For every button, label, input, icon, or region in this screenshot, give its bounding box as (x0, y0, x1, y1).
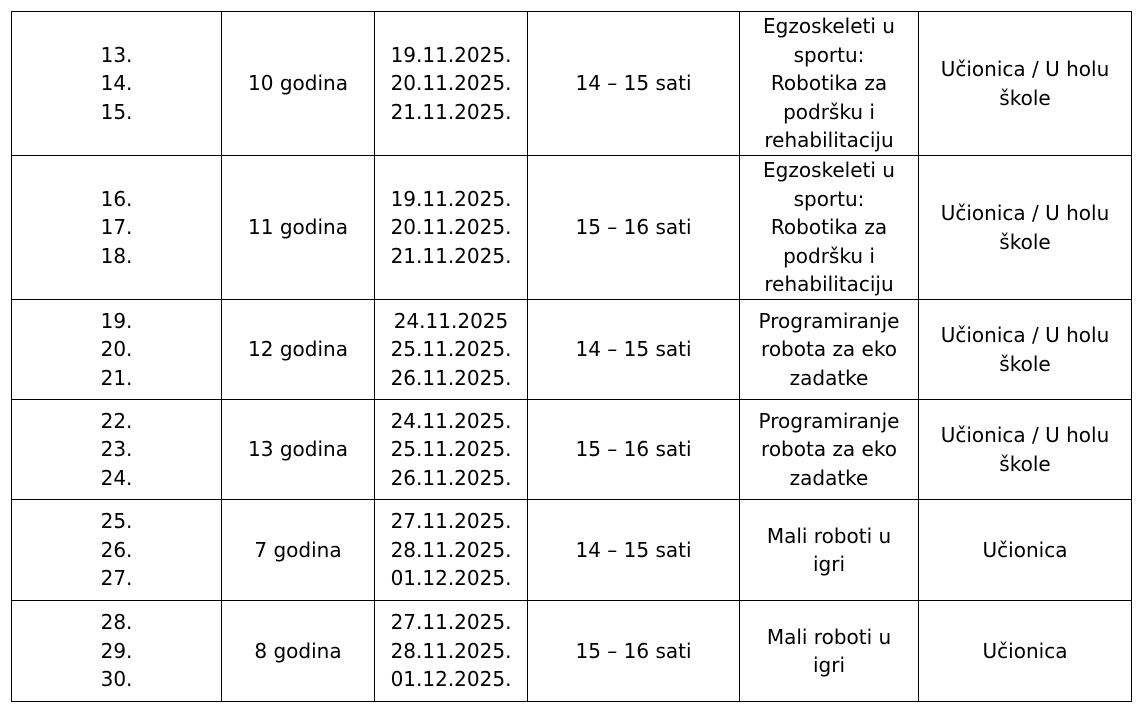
dates-cell (375, 12, 528, 156)
dates-line: 20.11.2025. (390, 71, 512, 96)
location-line: škole (999, 451, 1051, 476)
session-number-line: 19. (100, 308, 133, 333)
dates-line: 19.11.2025. (390, 42, 512, 67)
session-number-line: 14. (100, 71, 133, 96)
dates-line: 25.11.2025. (390, 437, 512, 462)
location-line: Učionica (982, 537, 1068, 562)
topic-line: zadatke (789, 365, 869, 390)
topic-line: Programiranje (758, 408, 900, 433)
session-number-line: 30. (100, 667, 133, 692)
session-number-line: 25. (100, 509, 133, 534)
table-row (12, 601, 1132, 702)
time-cell: 14 – 15 sati (528, 12, 740, 156)
age-group-cell: 8 godina (222, 601, 375, 702)
session-number-line: 27. (100, 566, 133, 591)
location-cell (919, 156, 1132, 300)
age-group-cell: 7 godina (222, 500, 375, 601)
topic-cell (740, 12, 919, 156)
topic-line: igri (812, 653, 846, 677)
location-cell (919, 601, 1132, 702)
table-row (12, 12, 1132, 156)
session-number-line: 29. (100, 638, 133, 663)
table-row (12, 156, 1132, 300)
topic-cell (740, 300, 919, 400)
table-row (12, 400, 1132, 500)
topic-line: Egzoskeleti u (763, 14, 895, 39)
location-cell (919, 300, 1132, 400)
dates-line: 24.11.2025. (390, 408, 512, 433)
session-number-line: 20. (100, 337, 133, 362)
location-line: Učionica (982, 638, 1068, 663)
dates-line: 25.11.2025. (390, 337, 512, 362)
dates-cell (375, 156, 528, 300)
topic-line: igri (812, 552, 846, 576)
age-group-cell: 13 godina (222, 400, 375, 500)
session-number-cell (12, 400, 222, 500)
session-number-line: 23. (100, 437, 133, 462)
topic-cell (740, 500, 919, 601)
location-line: Učionica / U holu (940, 57, 1110, 81)
dates-cell (375, 601, 528, 702)
session-number-cell (12, 500, 222, 601)
topic-line: podršku i (783, 99, 875, 124)
dates-line: 24.11.2025 (393, 308, 509, 333)
time-cell: 15 – 16 sati (528, 601, 740, 702)
topic-line: Robotika za (770, 71, 888, 96)
topic-line: sportu: (793, 186, 865, 211)
session-number-cell (12, 12, 222, 156)
schedule-table (11, 11, 1132, 702)
location-cell (919, 500, 1132, 601)
topic-cell (740, 400, 919, 500)
session-number-line: 26. (100, 537, 133, 562)
session-number-line: 28. (100, 610, 133, 635)
dates-line: 28.11.2025. (390, 537, 512, 562)
location-line: škole (999, 85, 1051, 110)
location-line: Učionica / U holu (940, 323, 1110, 347)
topic-cell (740, 156, 919, 300)
session-number-line: 21. (100, 365, 133, 390)
dates-line: 21.11.2025. (390, 99, 512, 124)
dates-line: 01.12.2025. (390, 667, 512, 692)
topic-line: zadatke (789, 465, 869, 490)
dates-line: 26.11.2025. (390, 465, 512, 490)
table-row (12, 500, 1132, 601)
age-group-cell: 10 godina (222, 12, 375, 156)
dates-cell (375, 300, 528, 400)
location-line: škole (999, 351, 1051, 376)
session-number-line: 18. (100, 243, 133, 268)
dates-line: 27.11.2025. (390, 610, 512, 635)
age-group-cell: 12 godina (222, 300, 375, 400)
location-cell (919, 12, 1132, 156)
dates-line: 28.11.2025. (390, 638, 512, 663)
session-number-line: 15. (100, 99, 133, 124)
topic-line: robota za eko (761, 337, 897, 362)
topic-line: sportu: (793, 42, 865, 67)
dates-line: 26.11.2025. (390, 365, 512, 390)
session-number-line: 16. (100, 186, 133, 211)
topic-line: rehabilitaciju (764, 128, 894, 153)
age-group-cell: 11 godina (222, 156, 375, 300)
table-row (12, 300, 1132, 400)
topic-line: podršku i (783, 243, 875, 268)
dates-line: 01.12.2025. (390, 566, 512, 591)
session-number-line: 17. (100, 215, 133, 240)
session-number-line: 22. (100, 408, 133, 433)
time-cell: 14 – 15 sati (528, 500, 740, 601)
dates-cell (375, 400, 528, 500)
session-number-line: 13. (100, 42, 133, 67)
topic-line: robota za eko (761, 437, 897, 462)
time-cell: 15 – 16 sati (528, 400, 740, 500)
session-number-cell (12, 300, 222, 400)
location-cell (919, 400, 1132, 500)
session-number-cell (12, 156, 222, 300)
topic-line: Mali roboti u (766, 523, 892, 548)
session-number-cell (12, 601, 222, 702)
dates-line: 21.11.2025. (390, 243, 512, 268)
topic-line: Egzoskeleti u (763, 158, 895, 183)
time-cell: 15 – 16 sati (528, 156, 740, 300)
topic-line: Mali roboti u (766, 624, 892, 649)
dates-line: 27.11.2025. (390, 509, 512, 534)
topic-line: rehabilitaciju (764, 272, 894, 297)
topic-line: Programiranje (758, 308, 900, 333)
dates-line: 19.11.2025. (390, 186, 512, 211)
session-number-line: 24. (100, 465, 133, 490)
schedule-table-body (12, 12, 1132, 702)
topic-line: Robotika za (770, 215, 888, 240)
dates-line: 20.11.2025. (390, 215, 512, 240)
dates-cell (375, 500, 528, 601)
time-cell: 14 – 15 sati (528, 300, 740, 400)
location-line: Učionica / U holu (940, 423, 1110, 447)
location-line: Učionica / U holu (940, 201, 1110, 225)
topic-cell (740, 601, 919, 702)
location-line: škole (999, 229, 1051, 254)
